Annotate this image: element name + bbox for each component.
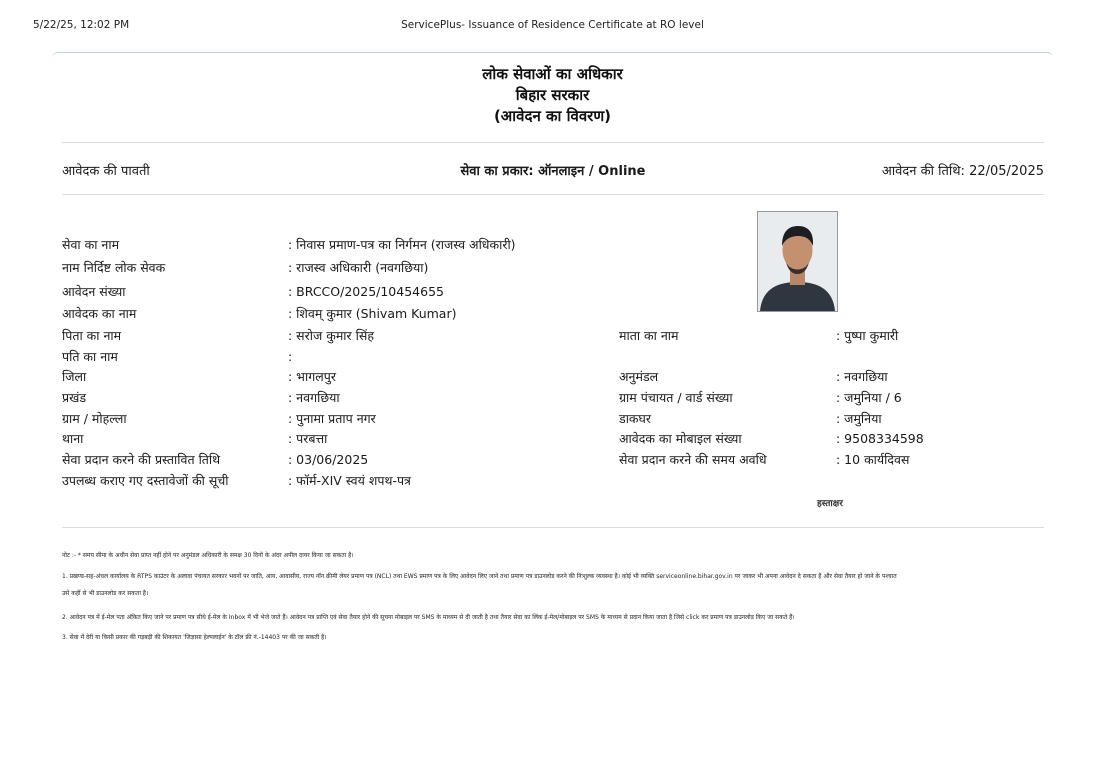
detail-value: : परबत्ता: [288, 431, 328, 446]
title-line-2: बिहार सरकार: [515, 86, 590, 104]
detail-value: :: [288, 349, 293, 364]
detail-value: : 9508334598: [836, 431, 924, 446]
note-text: नोट :- * समय सीमा के अधीन सेवा प्राप्त नहीं होने पर अनुमंडल अधिकारी के समक्ष 30 दिनों के अंदर अपील दायर किया जा सकता है।: [62, 552, 354, 559]
detail-value: : BRCCO/2025/10454655: [288, 284, 444, 299]
detail-value: : 10 कार्यदिवस: [836, 452, 910, 467]
detail-label: ग्राम पंचायत / वार्ड संख्या: [619, 390, 733, 405]
detail-row-application-number: [62, 282, 602, 302]
detail-value: : जमुनिया: [836, 411, 882, 426]
detail-value: : भागलपुर: [288, 369, 336, 384]
detail-row-district: [62, 367, 602, 387]
detail-label: पति का नाम: [62, 349, 118, 364]
detail-label: जिला: [62, 369, 87, 384]
detail-label: थाना: [62, 431, 84, 446]
detail-value: : नवगछिया: [836, 369, 888, 384]
detail-label: सेवा का नाम: [62, 237, 120, 252]
detail-value: : पुष्पा कुमारी: [836, 328, 899, 343]
divider-bottom: [62, 527, 1044, 528]
note-item-3: 3. सेवा में देरी या किसी प्रकार की गड़बड़ी की शिकायत 'जिज्ञासा हेल्पलाईन' के टॉल फ्री नं.-14403 पर की जा सकती है।: [62, 634, 327, 641]
detail-label: उपलब्ध कराए गए दस्तावेजों की सूची: [62, 473, 229, 488]
detail-row-service-duration: [619, 450, 1039, 470]
detail-row-panchayat-ward: [619, 388, 1039, 408]
detail-value: : राजस्व अधिकारी (नवगछिया): [288, 260, 429, 275]
detail-label: अनुमंडल: [619, 369, 659, 384]
detail-row-documents: [62, 471, 602, 491]
detail-value: : नवगछिया: [288, 390, 340, 405]
print-header: [33, 19, 1072, 33]
detail-label: डाकघर: [619, 411, 652, 426]
detail-row-service-name: [62, 235, 602, 255]
detail-row-village: [62, 409, 602, 429]
detail-row-applicant-name: [62, 304, 602, 324]
meta-row: [62, 161, 1044, 179]
print-timestamp: 5/22/25, 12:02 PM: [33, 19, 130, 31]
detail-value: : शिवम् कुमार (Shivam Kumar): [288, 306, 457, 321]
detail-label: प्रखंड: [62, 390, 87, 405]
detail-row-husband-name: [62, 347, 602, 367]
applicant-photo: [757, 211, 838, 312]
detail-label: माता का नाम: [619, 328, 679, 343]
detail-row-mobile: [619, 429, 1039, 449]
detail-label: पिता का नाम: [62, 328, 122, 343]
detail-value: : फॉर्म-XIV स्वयं शपथ-पत्र: [288, 473, 411, 488]
detail-row-mother-name: [619, 326, 1039, 346]
detail-label: ग्राम / मोहल्ला: [62, 411, 127, 426]
service-type: सेवा का प्रकार: ऑनलाइन / Online: [460, 164, 646, 179]
note-item-2: 2. आवेदन पत्र में ई-मेल पता अंकित किए जाने पर प्रमाण पत्र सीधे ई-मेल के Inbox में भी भेजे जाते हैं। आवेदन पत्र प्राप्ति एवं सेवा तैयार होने की सूचना मोबाइल पर SMS के माध्यम से दी जाती है तथा तैयार सेवा का लिंक ई-मेल/मोबाइल पर SMS के माध्यम से प्रदान किया जाता है जिसे click कर प्रमाण पत्र डाउनलोड किए जा सकते हैं।: [62, 614, 795, 621]
detail-row-father-name: [62, 326, 602, 346]
detail-row-proposed-date: [62, 450, 602, 470]
signature-label: हस्ताक्षर: [817, 499, 843, 509]
note-item-1-continued: उसे कहीं से भी डाउनलोड कर सकता है।: [62, 590, 149, 597]
detail-value: : सरोज कुमार सिंह: [288, 328, 374, 343]
detail-value: : जमुनिया / 6: [836, 390, 902, 405]
detail-label: आवेदन संख्या: [62, 284, 126, 299]
detail-row-subdivision: [619, 367, 1039, 387]
detail-label: नाम निर्दिष्ट लोक सेवक: [62, 260, 166, 275]
person-photo-icon: [758, 212, 837, 311]
divider-top: [62, 142, 1044, 143]
detail-label: आवेदक का नाम: [62, 306, 137, 321]
detail-value: : पुनामा प्रताप नगर: [288, 411, 376, 426]
title-line-3: (आवेदन का विवरण): [493, 107, 612, 125]
print-page-title: ServicePlus- Issuance of Residence Certificate at RO level: [401, 19, 704, 31]
detail-label: सेवा प्रदान करने की प्रस्तावित तिथि: [62, 452, 221, 467]
detail-row-block: [62, 388, 602, 408]
detail-value: : निवास प्रमाण-पत्र का निर्गमन (राजस्व अधिकारी): [288, 237, 516, 252]
detail-value: : 03/06/2025: [288, 452, 369, 467]
note-item-1: 1. प्रखण्ड-सह-अंचल कार्यालय के RTPS काउंटर के अलावा पंचायत सरकार भवनों पर जाति, आय, आवासीय, राज्य नॉन क्रीमी लेयर प्रमाण पत्र (NCL) तथा EWS प्रमाण पत्र के लिए आवेदन लिए जाने तथा प्रमाण पत्र डाउनलोड करने की निःशुल्क व्यवस्था है। कोई भी व्यक्ति serviceonline.bihar.gov.in पर जाकर भी अपना आवेदन दे सकता है और सेवा तैयार हो जाने के पश्चात: [62, 573, 897, 580]
detail-row-public-servant: [62, 258, 602, 278]
detail-label: सेवा प्रदान करने की समय अवधि: [619, 452, 767, 467]
title-line-1: लोक सेवाओं का अधिकार: [482, 65, 623, 83]
divider-meta: [62, 194, 1044, 195]
detail-row-post-office: [619, 409, 1039, 429]
receipt-label: आवेदक की पावती: [62, 164, 150, 179]
detail-row-police-station: [62, 429, 602, 449]
document-title-block: [0, 64, 1105, 127]
application-date: आवेदन की तिथि: 22/05/2025: [881, 164, 1044, 179]
detail-label: आवेदक का मोबाइल संख्या: [619, 431, 742, 446]
